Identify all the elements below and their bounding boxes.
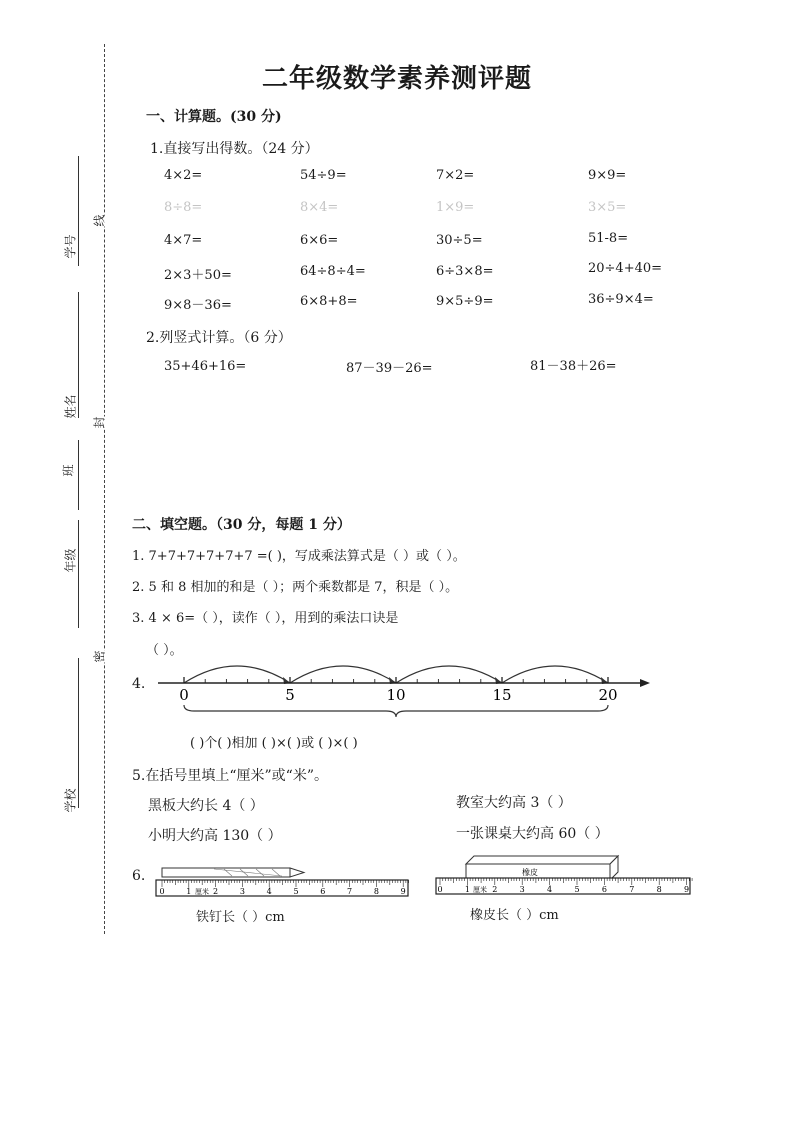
calc-item: 8÷8= [164,200,203,215]
sidebar-label-student-id: 学号 [63,234,78,259]
binding-mark-seal: 封 [92,416,107,429]
axis-arrow [640,679,650,687]
q4-fill-line: ( )个( )相加 ( )×( )或 ( )×( ) [190,736,358,751]
ruler-number: 0 [437,885,443,894]
ruler-number: 7 [347,887,353,896]
ruler-number: 8 [373,887,379,896]
tick-label: 15 [492,686,512,704]
binding-mark-line: 线 [92,214,107,227]
grouping-brace [184,705,608,717]
section1-heading: 一、计算题。(30 分) [146,109,282,125]
calc-item: 6÷3×8= [436,264,494,279]
binding-mark-secret: 密 [92,650,107,663]
nail-length-caption: 铁钉长（ ）cm [196,910,285,925]
ruler-number: 5 [293,887,299,896]
ruler-with-nail [154,860,414,900]
eraser-length-caption: 橡皮长（ ）cm [470,908,559,923]
calc-item: 4×7= [164,233,203,248]
calc-item: 2×3＋50= [164,268,232,283]
fill-question-3-continued: （ ）。 [146,643,183,658]
calc-item: 54÷9= [300,168,347,183]
calc-item: 9×5÷9= [436,294,494,309]
ruler-number: 6 [601,885,607,894]
number-line-ticks [184,677,608,683]
calc-item: 6×8+8= [300,294,358,309]
eraser-label: 橡皮 [522,868,538,877]
ruler-number: 3 [519,885,525,894]
binding-dashed-line [104,44,105,934]
sidebar-label-name: 姓名 [63,394,78,419]
section2-heading: 二、填空题。（30 分，每题 1 分） [132,517,351,533]
jump-arc [396,666,502,683]
nail-tip [290,868,304,877]
name-blank-line [78,292,79,418]
class-blank-line [78,440,79,510]
calc-item: 30÷5= [436,233,483,248]
ruler-number: 2 [492,885,498,894]
q4-label: 4. [132,676,146,692]
jump-arc [502,666,608,683]
calc-item: 9×9= [588,168,627,183]
nail-shaft [162,868,290,877]
ruler-number: 7 [629,885,635,894]
ruler-with-eraser [434,852,694,898]
jump-arc [290,666,396,683]
ruler-number: 4 [266,887,272,896]
unit-item: 黑板大约长 4（ ） [148,798,264,814]
calc-item: 7×2= [436,168,475,183]
calc-item: 1×9= [436,200,475,215]
ruler-body [156,880,408,896]
grade-blank-line [78,520,79,628]
ruler-unit: 厘米 [473,886,487,894]
calc-item: 20÷4+40= [588,261,663,276]
calc-item: 64÷8÷4= [300,264,366,279]
eraser-top [466,856,618,864]
student-id-blank-line [78,156,79,266]
unit-item: 小明大约高 130（ ） [148,828,282,844]
ruler-number: 0 [159,887,165,896]
unit-item: 教室大约高 3（ ） [456,795,572,811]
school-blank-line [78,658,79,808]
tick-label: 20 [598,686,618,704]
q1-title: 1.直接写出得数。（24 分） [150,141,319,157]
ruler-number: 4 [547,885,553,894]
q5-title: 5.在括号里填上“厘米”或“米”。 [132,768,328,784]
calc-item: 3×5= [588,200,627,215]
q6-label: 6. [132,868,146,884]
page-title: 二年级数学素养测评题 [261,64,532,94]
jump-arc [184,666,290,683]
calc-item: 6×6= [300,233,339,248]
ruler-number: 2 [213,887,219,896]
sidebar-label-grade: 年级 [63,548,78,573]
ruler-number: 8 [656,885,662,894]
vertical-calc-item: 35+46+16= [164,359,247,374]
calc-item: 4×2= [164,168,203,183]
calc-item: 9×8－36= [164,298,232,313]
ruler-number: 9 [400,887,406,896]
q2-title: 2.列竖式计算。（6 分） [146,330,292,346]
ruler-number: 1 [464,885,470,894]
tick-label: 5 [285,686,295,704]
vertical-calc-item: 81－38＋26= [530,359,617,374]
fill-question-3: 3. 4 × 6=（ ），读作（ ），用到的乘法口诀是 [132,611,399,626]
ruler-number: 1 [186,887,192,896]
ruler-number: 6 [320,887,326,896]
sidebar-label-class: 班 [61,464,76,477]
tick-label: 10 [386,686,406,704]
calc-item: 8×4= [300,200,339,215]
vertical-calc-item: 87－39－26= [346,361,433,376]
calc-item: 51-8= [588,231,629,246]
ruler-number: 5 [574,885,580,894]
ruler-number: 9 [684,885,690,894]
ruler-unit: 厘米 [195,888,209,896]
fill-question-2: 2. 5 和 8 相加的和是（ ）；两个乘数都是 7，积是（ ）。 [132,580,459,595]
sidebar-label-school: 学校 [63,788,78,813]
unit-item: 一张课桌大约高 60（ ） [456,826,609,842]
number-line [150,655,660,721]
fill-question-1: 1. 7+7+7+7+7+7 =( )，写成乘法算式是（ ）或（ ）。 [132,549,466,564]
calc-item: 36÷9×4= [588,292,654,307]
ruler-number: 3 [239,887,245,896]
tick-label: 0 [179,686,189,704]
